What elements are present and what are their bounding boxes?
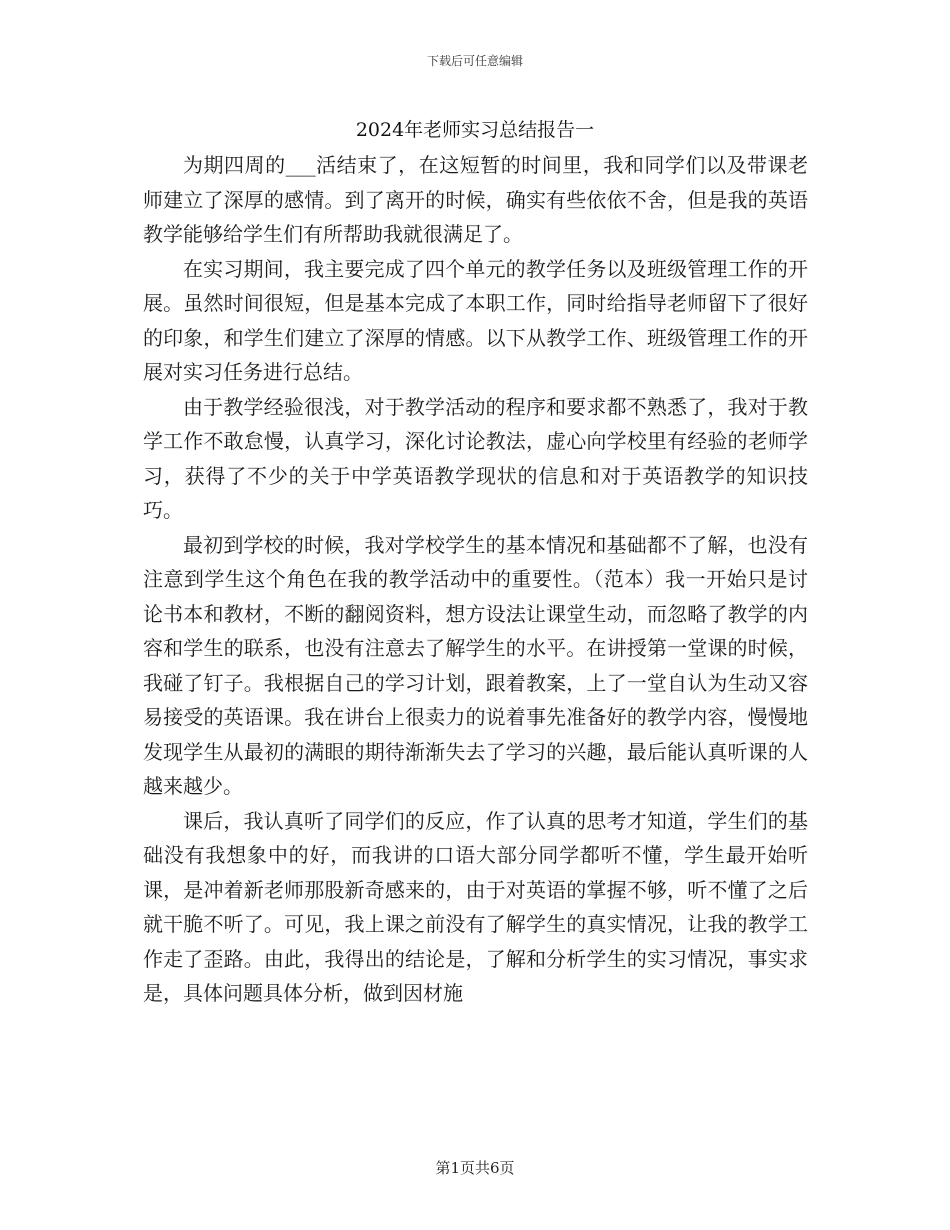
- document-title: 2024年老师实习总结报告一: [355, 119, 595, 141]
- paragraph-1: 为期四周的___活结束了，在这短暂的时间里，我和同学们以及带课老师建立了深厚的感情。到了离开的时候，确实有些依依不舍，但是我的英语教学能够给学生们有所帮助我就很满足了。: [143, 153, 808, 246]
- paragraph-2: 在实习期间，我主要完成了四个单元的教学任务以及班级管理工作的开展。虽然时间很短，但是基本完成了本职工作，同时给指导老师留下了很好的印象，和学生们建立了深厚的情感。以下从教学工作、班级管理工作的开展对实习任务进行总结。: [143, 256, 808, 384]
- paragraph-4: 最初到学校的时候，我对学校学生的基本情况和基础都不了解，也没有注意到学生这个角色在我的教学活动中的重要性。（范本）我一开始只是讨论书本和教材，不断的翻阅资料，想方设法让课堂生动，而忽略了教学的内容和学生的联系，也没有注意去了解学生的水平。在讲授第一堂课的时候，我碰了钉子。我根据自己的学习计划，跟着教案，上了一堂自认为生动又容易接受的英语课。我在讲台上很卖力的说着事先准备好的教学内容，慢慢地发现学生从最初的满眼的期待渐渐失去了学习的兴趣，最后能认真听课的人越来越少。: [143, 532, 808, 798]
- page-number-footer: 第1页共6页: [435, 1159, 515, 1177]
- paragraph-3: 由于教学经验很浅，对于教学活动的程序和要求都不熟悉了，我对于教学工作不敢怠慢，认真学习，深化讨论教法，虚心向学校里有经验的老师学习，获得了不少的关于中学英语教学现状的信息和对于英语教学的知识技巧。: [143, 394, 808, 522]
- page-header-note: 下载后可任意编辑: [426, 54, 523, 68]
- paragraph-5: 课后，我认真听了同学们的反应，作了认真的思考才知道，学生们的基础没有我想象中的好，而我讲的口语大部分同学都听不懂，学生最开始听课，是冲着新老师那股新奇感来的，由于对英语的掌握不够，听不懂了之后就干脆不听了。可见，我上课之前没有了解学生的真实情况，让我的教学工作走了歪路。由此，我得出的结论是，了解和分析学生的实习情况，事实求是，具体问题具体分析，做到因材施: [143, 808, 808, 1005]
- document-body: [143, 148, 808, 1011]
